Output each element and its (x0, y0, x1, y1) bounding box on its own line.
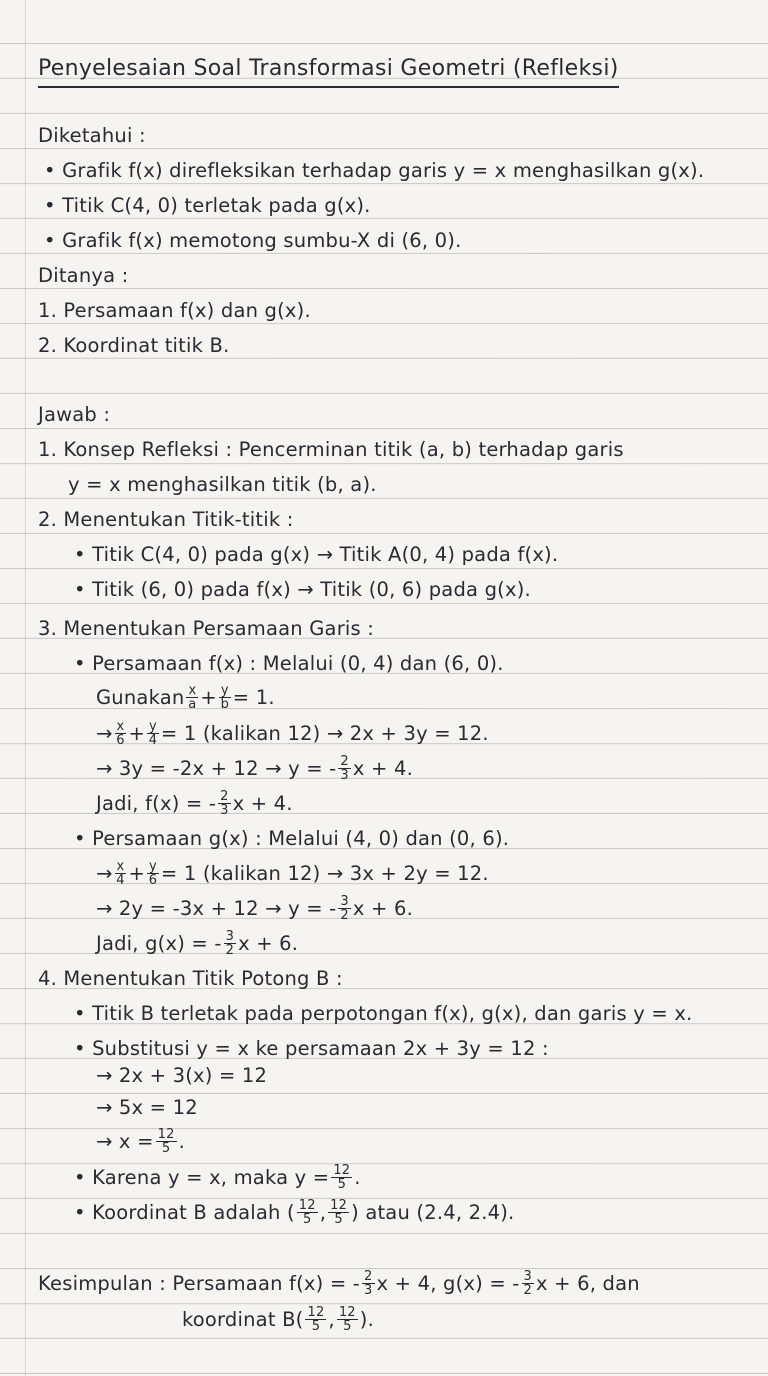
x-value-suffix: . (178, 1130, 185, 1153)
step-2-item-1-text: • Titik C(4, 0) pada g(x) → Titik A(0, 4) pada f(x). (74, 543, 559, 566)
fraction-y-over-b (219, 684, 231, 711)
given-item-3-text: • Grafik f(x) memotong sumbu-X di (6, 0). (44, 229, 462, 252)
fraction-twelve-fifths (305, 1306, 326, 1333)
fraction-twelve-fifths (328, 1199, 349, 1226)
fraction-denominator: 4 (116, 873, 125, 888)
fraction-numerator: 2 (364, 1269, 373, 1284)
gx-equation-heading (74, 821, 768, 856)
fraction-denominator: 6 (148, 873, 158, 888)
step-2-item-1 (74, 537, 768, 572)
plus-sign: + (128, 862, 145, 885)
fx-result (96, 786, 768, 821)
comma-separator: , (319, 1201, 327, 1224)
step-4-item-1 (74, 996, 768, 1031)
answer-heading (38, 397, 768, 432)
fraction-two-thirds (218, 790, 230, 817)
fraction-y-over-6 (147, 860, 159, 887)
fraction-twelve-fifths (156, 1128, 177, 1155)
given-item-2 (44, 188, 768, 223)
fraction-numerator: y (149, 859, 157, 874)
conclusion-middle: x + 4, g(x) = - (376, 1272, 520, 1295)
fraction-numerator: 12 (338, 1305, 356, 1320)
step-4-item-1-text: • Titik B terletak pada perpotongan f(x), g(x), dan garis y = x. (74, 1002, 693, 1025)
conclusion-line-1 (38, 1266, 768, 1301)
given-item-2-text: • Titik C(4, 0) terletak pada g(x). (44, 194, 371, 217)
fraction-denominator: 6 (116, 733, 125, 748)
step-1-continuation-text: y = x menghasilkan titik (b, a). (68, 473, 377, 496)
fraction-numerator: 12 (333, 1163, 351, 1178)
asked-item-2 (38, 328, 768, 363)
fx-solve-step-suffix: x + 4. (352, 757, 413, 780)
y-value-prefix: • Karena y = x, maka y = (74, 1166, 330, 1189)
step-4-item-2-text: • Substitusi y = x ke persamaan 2x + 3y = 12 : (74, 1037, 549, 1060)
fraction-numerator: x (116, 719, 125, 734)
fraction-twelve-fifths (331, 1164, 352, 1191)
gx-equation-heading-text: • Persamaan g(x) : Melalui (4, 0) dan (0, 6). (74, 827, 510, 850)
fraction-numerator: 2 (220, 789, 229, 804)
x-value-result (96, 1124, 768, 1159)
step-4-heading (38, 961, 768, 996)
step-1-heading (38, 432, 768, 467)
fx-intercept-step (96, 716, 768, 751)
fraction-numerator: y (220, 683, 229, 698)
gx-result-prefix: Jadi, g(x) = - (96, 932, 222, 955)
fraction-denominator: 5 (303, 1212, 312, 1227)
fraction-denominator: b (220, 697, 230, 712)
fraction-three-halves (224, 930, 236, 957)
fx-solve-step (96, 751, 768, 786)
fraction-numerator: x (188, 683, 197, 698)
fraction-numerator: x (116, 859, 125, 874)
gx-intercept-step (96, 856, 768, 891)
x-value-prefix: → x = (96, 1130, 154, 1153)
fraction-denominator: 5 (161, 1141, 171, 1156)
fraction-denominator: a (188, 697, 197, 712)
substitution-step-2 (96, 1090, 768, 1125)
gx-result-suffix: x + 6. (238, 932, 299, 955)
given-heading-text: Diketahui : (38, 124, 146, 147)
page-title: Penyelesaian Soal Transformasi Geometri (Refleksi) (38, 56, 619, 88)
fraction-x-over-6 (115, 720, 127, 747)
y-value-suffix: . (354, 1166, 361, 1189)
fx-result-prefix: Jadi, f(x) = - (96, 792, 217, 815)
fraction-denominator: 5 (334, 1212, 343, 1227)
gx-solve-step-prefix: → 2y = -3x + 12 → y = - (96, 897, 337, 920)
fraction-denominator: 2 (340, 908, 349, 923)
conclusion-line-2 (182, 1302, 768, 1337)
fraction-three-halves (338, 895, 350, 922)
step-4-heading-text: 4. Menentukan Titik Potong B : (38, 967, 343, 990)
given-item-1-text: • Grafik f(x) direfleksikan terhadap garis y = x menghasilkan g(x). (44, 159, 705, 182)
fraction-denominator: 2 (225, 943, 235, 958)
step-1-continuation (68, 467, 768, 502)
intercept-formula-prefix: Gunakan (96, 686, 185, 709)
y-value-result (74, 1160, 768, 1195)
intercept-formula-suffix: = 1. (232, 686, 275, 709)
fraction-y-over-4 (147, 720, 159, 747)
fraction-numerator: 12 (157, 1127, 175, 1142)
fraction-denominator: 3 (340, 768, 349, 783)
substitution-step-2-text: → 5x = 12 (96, 1096, 198, 1119)
arrow-text: → (96, 862, 113, 885)
coordinate-b-result (74, 1195, 768, 1230)
fraction-two-thirds (362, 1270, 374, 1297)
fraction-numerator: 12 (298, 1198, 316, 1213)
asked-heading (38, 258, 768, 293)
step-3-heading-text: 3. Menentukan Persamaan Garis : (38, 617, 375, 640)
asked-item-1 (38, 293, 768, 328)
coordinate-b-suffix: ) atau (2.4, 2.4). (351, 1201, 515, 1224)
fraction-numerator: 3 (340, 894, 349, 909)
fraction-numerator: 3 (523, 1269, 533, 1284)
coordinate-b-prefix: • Koordinat B adalah ( (74, 1201, 295, 1224)
conclusion-b-suffix: ). (359, 1308, 374, 1331)
fraction-denominator: 5 (311, 1319, 321, 1334)
fx-result-suffix: x + 4. (232, 792, 293, 815)
fraction-denominator: 3 (364, 1283, 373, 1298)
fx-equation-heading (74, 646, 768, 681)
fraction-x-over-4 (115, 860, 127, 887)
fraction-three-halves (522, 1270, 534, 1297)
fraction-denominator: 4 (148, 733, 158, 748)
fx-solve-step-prefix: → 3y = -2x + 12 → y = - (96, 757, 337, 780)
asked-item-1-text: 1. Persamaan f(x) dan g(x). (38, 299, 311, 322)
conclusion-suffix: x + 6, dan (536, 1272, 640, 1295)
fraction-numerator: 12 (307, 1305, 325, 1320)
gx-intercept-step-suffix: = 1 (kalikan 12) → 3x + 2y = 12. (160, 862, 489, 885)
substitution-step-1-text: → 2x + 3(x) = 12 (96, 1064, 268, 1087)
step-1-text: 1. Konsep Refleksi : Pencerminan titik (a, b) terhadap garis (38, 438, 624, 461)
fraction-denominator: 3 (220, 803, 229, 818)
fraction-denominator: 5 (337, 1177, 347, 1192)
substitution-step-1 (96, 1058, 768, 1093)
given-item-1 (44, 153, 768, 188)
fx-intercept-step-suffix: = 1 (kalikan 12) → 2x + 3y = 12. (160, 722, 489, 745)
intercept-formula (96, 680, 768, 715)
answer-heading-text: Jawab : (38, 403, 111, 426)
arrow-text: → (96, 722, 113, 745)
comma-separator: , (328, 1308, 335, 1331)
step-2-item-2 (74, 572, 768, 607)
step-2-heading (38, 502, 768, 537)
step-2-heading-text: 2. Menentukan Titik-titik : (38, 508, 294, 531)
fx-equation-heading-text: • Persamaan f(x) : Melalui (0, 4) dan (6, 0). (74, 652, 504, 675)
gx-solve-step (96, 891, 768, 926)
step-3-heading (38, 611, 768, 646)
plus-sign: + (128, 722, 145, 745)
gx-solve-step-suffix: x + 6. (352, 897, 413, 920)
asked-heading-text: Ditanya : (38, 264, 129, 287)
gx-result (96, 926, 768, 961)
fraction-numerator: 12 (330, 1198, 348, 1213)
fraction-denominator: 2 (523, 1283, 533, 1298)
given-item-3 (44, 223, 768, 258)
asked-item-2-text: 2. Koordinat titik B. (38, 334, 230, 357)
step-2-item-2-text: • Titik (6, 0) pada f(x) → Titik (0, 6) pada g(x). (74, 578, 531, 601)
fraction-x-over-a (186, 684, 198, 711)
fraction-twelve-fifths (337, 1306, 358, 1333)
conclusion-prefix: Kesimpulan : Persamaan f(x) = - (38, 1272, 361, 1295)
fraction-twelve-fifths (297, 1199, 318, 1226)
fraction-denominator: 5 (343, 1319, 352, 1334)
fraction-numerator: 3 (225, 929, 235, 944)
fraction-numerator: y (149, 719, 157, 734)
conclusion-b-prefix: koordinat B( (182, 1308, 304, 1331)
fraction-numerator: 2 (340, 754, 349, 769)
fraction-two-thirds (338, 755, 350, 782)
given-heading (38, 118, 768, 153)
plus-sign: + (200, 686, 217, 709)
